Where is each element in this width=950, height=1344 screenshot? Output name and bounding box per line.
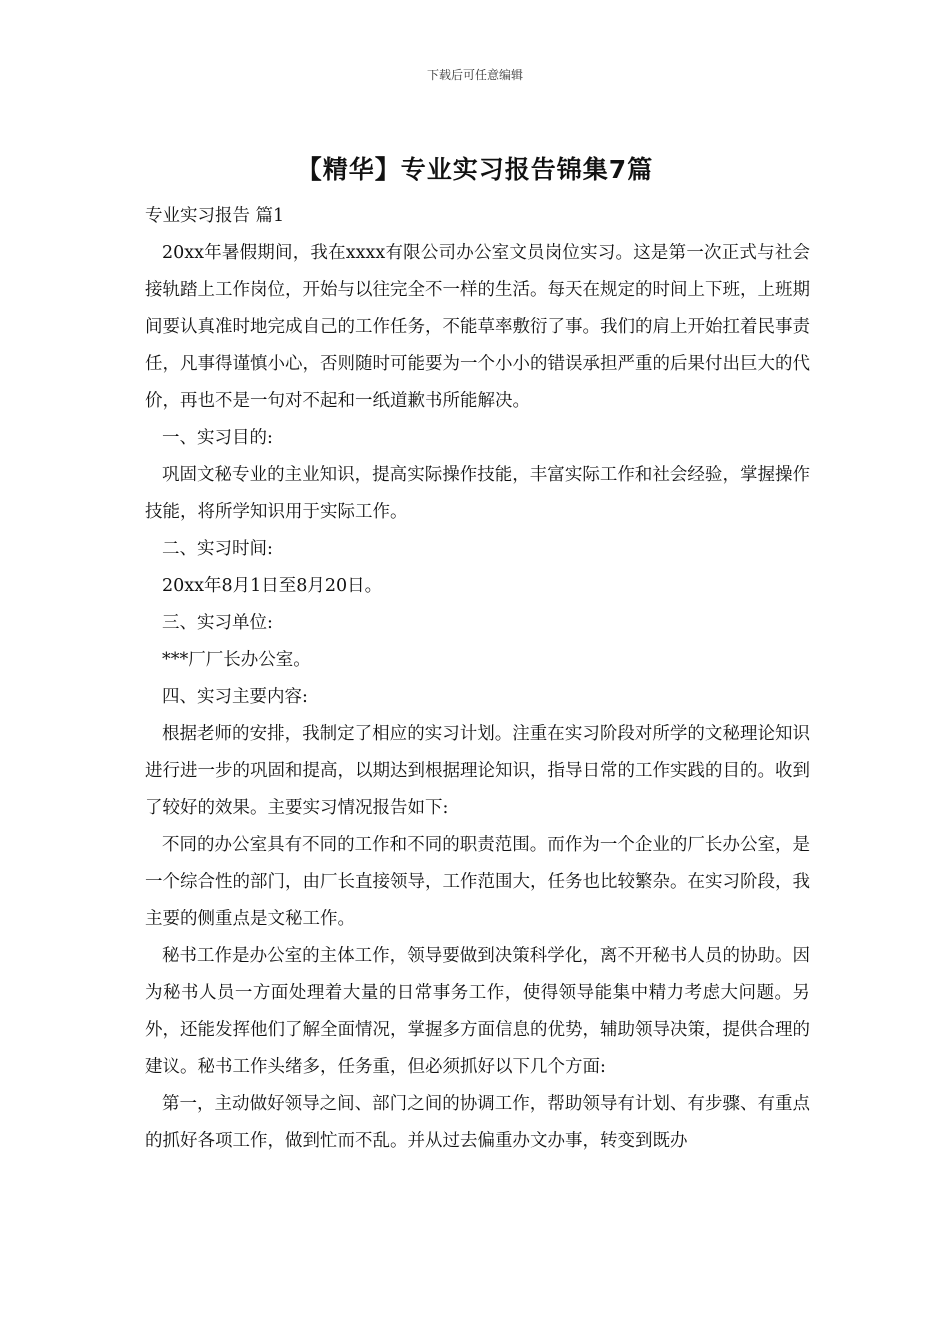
heading-unit: 三、实习单位: [162,613,273,633]
heading-content: 四、实习主要内容: [162,687,308,707]
document-title: 【精华】专业实习报告锦集7篇 [296,155,654,184]
paragraph-first-point: 第一，主动做好领导之间、部门之间的协调工作，帮助领导有计划、有步骤、有重点的抓好各项工作，做到忙而不乱。并从过去偏重办文办事，转变到既办 [145,1094,810,1151]
paragraph-intro: 20xx年暑假期间，我在xxxx有限公司办公室文员岗位实习。这是第一次正式与社会接轨踏上工作岗位，开始与以往完全不一样的生活。每天在规定的时间上下班，上班期间要认真准时地完成自己的工作任务，不能草率敷衍了事。我们的肩上开始扛着民事责任，凡事得谨慎小心，否则随时可能要为一个小小的错误承担严重的后果付出巨大的代价，再也不是一句对不起和一纸道歉书所能解决。 [145,243,810,411]
document-body [145,198,810,1160]
header-note: 下载后可任意编辑 [426,68,523,82]
paragraph-office: 不同的办公室具有不同的工作和不同的职责范围。而作为一个企业的厂长办公室，是一个综合性的部门，由厂长直接领导，工作范围大，任务也比较繁杂。在实习阶段，我主要的侧重点是文秘工作。 [145,835,810,929]
heading-purpose: 一、实习目的: [162,428,273,448]
paragraph-secretary: 秘书工作是办公室的主体工作，领导要做到决策科学化，离不开秘书人员的协助。因为秘书人员一方面处理着大量的日常事务工作，使得领导能集中精力考虑大问题。另外，还能发挥他们了解全面情况，掌握多方面信息的优势，辅助领导决策，提供合理的建议。秘书工作头绪多，任务重，但必须抓好以下几个方面: [145,946,810,1077]
paragraph-purpose: 巩固文秘专业的主业知识，提高实际操作技能，丰富实际工作和社会经验，掌握操作技能，将所学知识用于实际工作。 [145,465,810,522]
paragraph-time: 20xx年8月1日至8月20日。 [162,576,383,596]
section-subtitle: 专业实习报告 篇1 [145,206,285,226]
paragraph-unit: ***厂厂长办公室。 [162,650,311,670]
paragraph-plan: 根据老师的安排，我制定了相应的实习计划。注重在实习阶段对所学的文秘理论知识进行进一步的巩固和提高，以期达到根据理论知识，指导日常的工作实践的目的。收到了较好的效果。主要实习情况报告如下: [145,724,810,818]
heading-time: 二、实习时间: [162,539,273,559]
